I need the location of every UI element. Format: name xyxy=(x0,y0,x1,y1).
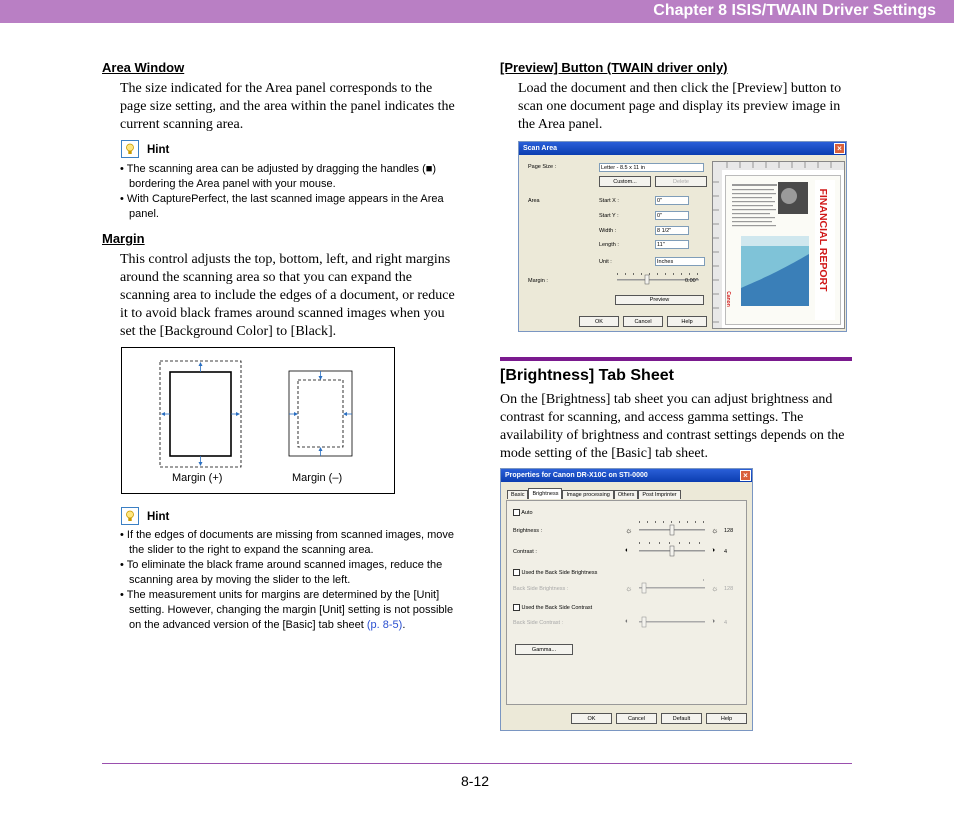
back-brightness-label: Back Side Brightness : xyxy=(513,586,569,592)
margin-plus-caption: Margin (+) xyxy=(172,472,223,484)
gamma-button[interactable]: Gamma... xyxy=(515,644,573,655)
margin-minus-caption: Margin (–) xyxy=(292,472,343,484)
tab-image-processing[interactable]: Image processing xyxy=(562,490,613,499)
contrast-low-icon: ◐ xyxy=(625,547,630,554)
brightness-heading: [Brightness] Tab Sheet xyxy=(500,367,674,384)
brightness-body: On the [Brightness] tab sheet you can adjust brightness and contrast for scanning, and access gamma settings. The availability of brightness and contrast settings depends on the mode setting of the [Basic] tab sheet. xyxy=(500,392,845,461)
sun-icon: ☼ xyxy=(625,584,633,593)
width-label: Width : xyxy=(599,228,617,234)
hint-2 xyxy=(121,507,169,525)
list-item xyxy=(120,588,458,633)
doc-title: FINANCIAL REPORT xyxy=(817,188,829,292)
margin-diagram xyxy=(122,348,394,493)
scanned-document-thumbnail xyxy=(725,175,841,325)
brightness-label: Brightness : xyxy=(513,528,543,534)
area-label: Area xyxy=(528,198,540,204)
unit-select[interactable]: Inches xyxy=(655,257,705,266)
contrast-label: Contrast : xyxy=(513,549,537,555)
hint-label: Hint xyxy=(147,144,170,156)
cancel-button[interactable]: Cancel xyxy=(616,713,657,724)
sun-bright-icon: ☼ xyxy=(711,584,719,593)
start-x-field[interactable]: 0" xyxy=(655,196,689,205)
margin-value: 0.00" xyxy=(685,278,698,284)
hint-2-list xyxy=(120,528,458,633)
back-contrast-checkbox[interactable] xyxy=(513,604,592,611)
document-outline xyxy=(289,371,352,456)
ok-button[interactable]: OK xyxy=(571,713,612,724)
doc-title-block xyxy=(810,180,836,320)
checkbox-icon xyxy=(513,509,520,516)
properties-dialog xyxy=(500,468,753,731)
back-contrast-value: 4 xyxy=(724,620,728,626)
contrast-value: 4 xyxy=(724,549,728,555)
sun-bright-icon: ☼ xyxy=(711,526,719,535)
margin-heading: Margin xyxy=(102,231,145,246)
scan-area-title: Scan Area xyxy=(523,145,557,152)
ok-button[interactable]: OK xyxy=(579,316,619,327)
scan-area-dialog xyxy=(518,141,847,332)
list-item: • To eliminate the black frame around scanned images, reduce the scanning area by moving the slider to the left. xyxy=(120,559,443,586)
width-field[interactable]: 8 1/2" xyxy=(655,226,689,235)
checkbox-icon xyxy=(513,604,520,611)
brightness-slider[interactable] xyxy=(637,519,709,537)
list-item: • With CapturePerfect, the last scanned image appears in the Area panel. xyxy=(120,193,444,220)
area-preview-panel[interactable] xyxy=(712,161,845,329)
tab-others[interactable]: Others xyxy=(614,490,639,499)
margin-figure xyxy=(121,347,395,494)
properties-title-bar xyxy=(501,469,752,482)
page-link[interactable]: (p. 8-5) xyxy=(366,619,403,631)
custom-button[interactable]: Custom... xyxy=(599,176,651,187)
close-icon[interactable]: × xyxy=(834,143,845,154)
back-brightness-slider[interactable] xyxy=(637,577,709,595)
help-button[interactable]: Help xyxy=(706,713,747,724)
length-label: Length : xyxy=(599,242,619,248)
tab-post-imprinter[interactable]: Post Imprinter xyxy=(638,490,680,499)
brightness-value: 128 xyxy=(724,528,734,534)
footer-rule xyxy=(102,763,852,764)
contrast-high-icon: ◑ xyxy=(711,618,716,625)
start-x-label: Start X : xyxy=(599,198,619,204)
margin-body: This control adjusts the top, bottom, left, and right margins around the scanning area so that you can expand the scanning area to include the edges of a document, or reduce it to avoid black frames around scanned images when you set the [Background Color] to [Black]. xyxy=(120,252,455,339)
contrast-high-icon: ◑ xyxy=(711,547,716,554)
auto-checkbox[interactable] xyxy=(513,509,533,516)
chapter-title: Chapter 8 ISIS/TWAIN Driver Settings xyxy=(653,2,936,19)
brightness-tab-panel xyxy=(506,500,747,705)
tab-brightness[interactable]: Brightness xyxy=(528,488,562,499)
page-size-select[interactable]: Letter - 8.5 x 11 in xyxy=(599,163,704,172)
list-item-text: • The measurement units for margins are determined by the [Unit] setting. However, changing the margin [Unit] setting is not possible on the advanced version of the [Basic] tab sheet xyxy=(120,589,454,631)
scan-area-title-bar xyxy=(519,142,846,155)
lightbulb-icon xyxy=(121,140,139,158)
margin-label: Margin : xyxy=(528,278,548,284)
list-item: • If the edges of documents are missing from scanned images, move the slider to the right to expand the scanning area. xyxy=(120,529,455,556)
delete-button[interactable]: Delete xyxy=(655,176,707,187)
back-brightness-value: 128 xyxy=(724,586,734,592)
lightbulb-icon xyxy=(121,507,139,525)
length-field[interactable]: 11" xyxy=(655,240,689,249)
contrast-low-icon: ◐ xyxy=(625,618,630,625)
start-y-label: Start Y : xyxy=(599,213,619,219)
sun-icon: ☼ xyxy=(625,526,633,535)
area-window-body: The size indicated for the Area panel corresponds to the page size setting, and the area within the panel indicates the current scanning area. xyxy=(120,81,455,132)
unit-label: Unit : xyxy=(599,259,612,265)
contrast-slider[interactable] xyxy=(637,540,709,558)
help-button[interactable]: Help xyxy=(667,316,707,327)
section-rule xyxy=(500,357,852,361)
close-icon[interactable]: × xyxy=(740,470,751,481)
preview-heading: [Preview] Button (TWAIN driver only) xyxy=(500,60,728,75)
document-outline xyxy=(170,372,231,456)
back-contrast-slider[interactable] xyxy=(637,611,709,629)
back-brightness-checkbox[interactable] xyxy=(513,569,597,576)
area-window-heading: Area Window xyxy=(102,60,185,75)
preview-button[interactable]: Preview xyxy=(615,295,704,305)
tab-strip xyxy=(507,489,681,500)
list-item: • The scanning area can be adjusted by dragging the handles (■) bordering the Area panel with your mouse. xyxy=(120,163,437,190)
auto-label: Auto xyxy=(521,509,533,516)
preview-body: Load the document and then click the [Preview] button to scan one document page and display its preview image in the Area panel. xyxy=(518,81,842,132)
page-size-label: Page Size : xyxy=(528,164,557,170)
back-brightness-check-label: Used the Back Side Brightness xyxy=(521,569,598,576)
hint-label: Hint xyxy=(147,511,170,523)
chapter-header-bar xyxy=(0,0,954,23)
hint-1-list xyxy=(120,162,458,222)
tab-basic[interactable]: Basic xyxy=(507,490,528,499)
doc-brand: Canon xyxy=(724,291,731,307)
back-contrast-check-label: Used the Back Side Contrast xyxy=(521,604,593,611)
hint-1 xyxy=(121,140,169,158)
list-item-tail: . xyxy=(402,619,406,631)
properties-title: Properties for Canon DR-X10C on STI-0000 xyxy=(505,472,648,479)
start-y-field[interactable]: 0" xyxy=(655,211,689,220)
back-contrast-label: Back Side Contrast : xyxy=(513,620,564,626)
page-number: 8-12 xyxy=(461,773,490,789)
default-button[interactable]: Default xyxy=(661,713,702,724)
cancel-button[interactable]: Cancel xyxy=(623,316,663,327)
checkbox-icon xyxy=(513,569,520,576)
